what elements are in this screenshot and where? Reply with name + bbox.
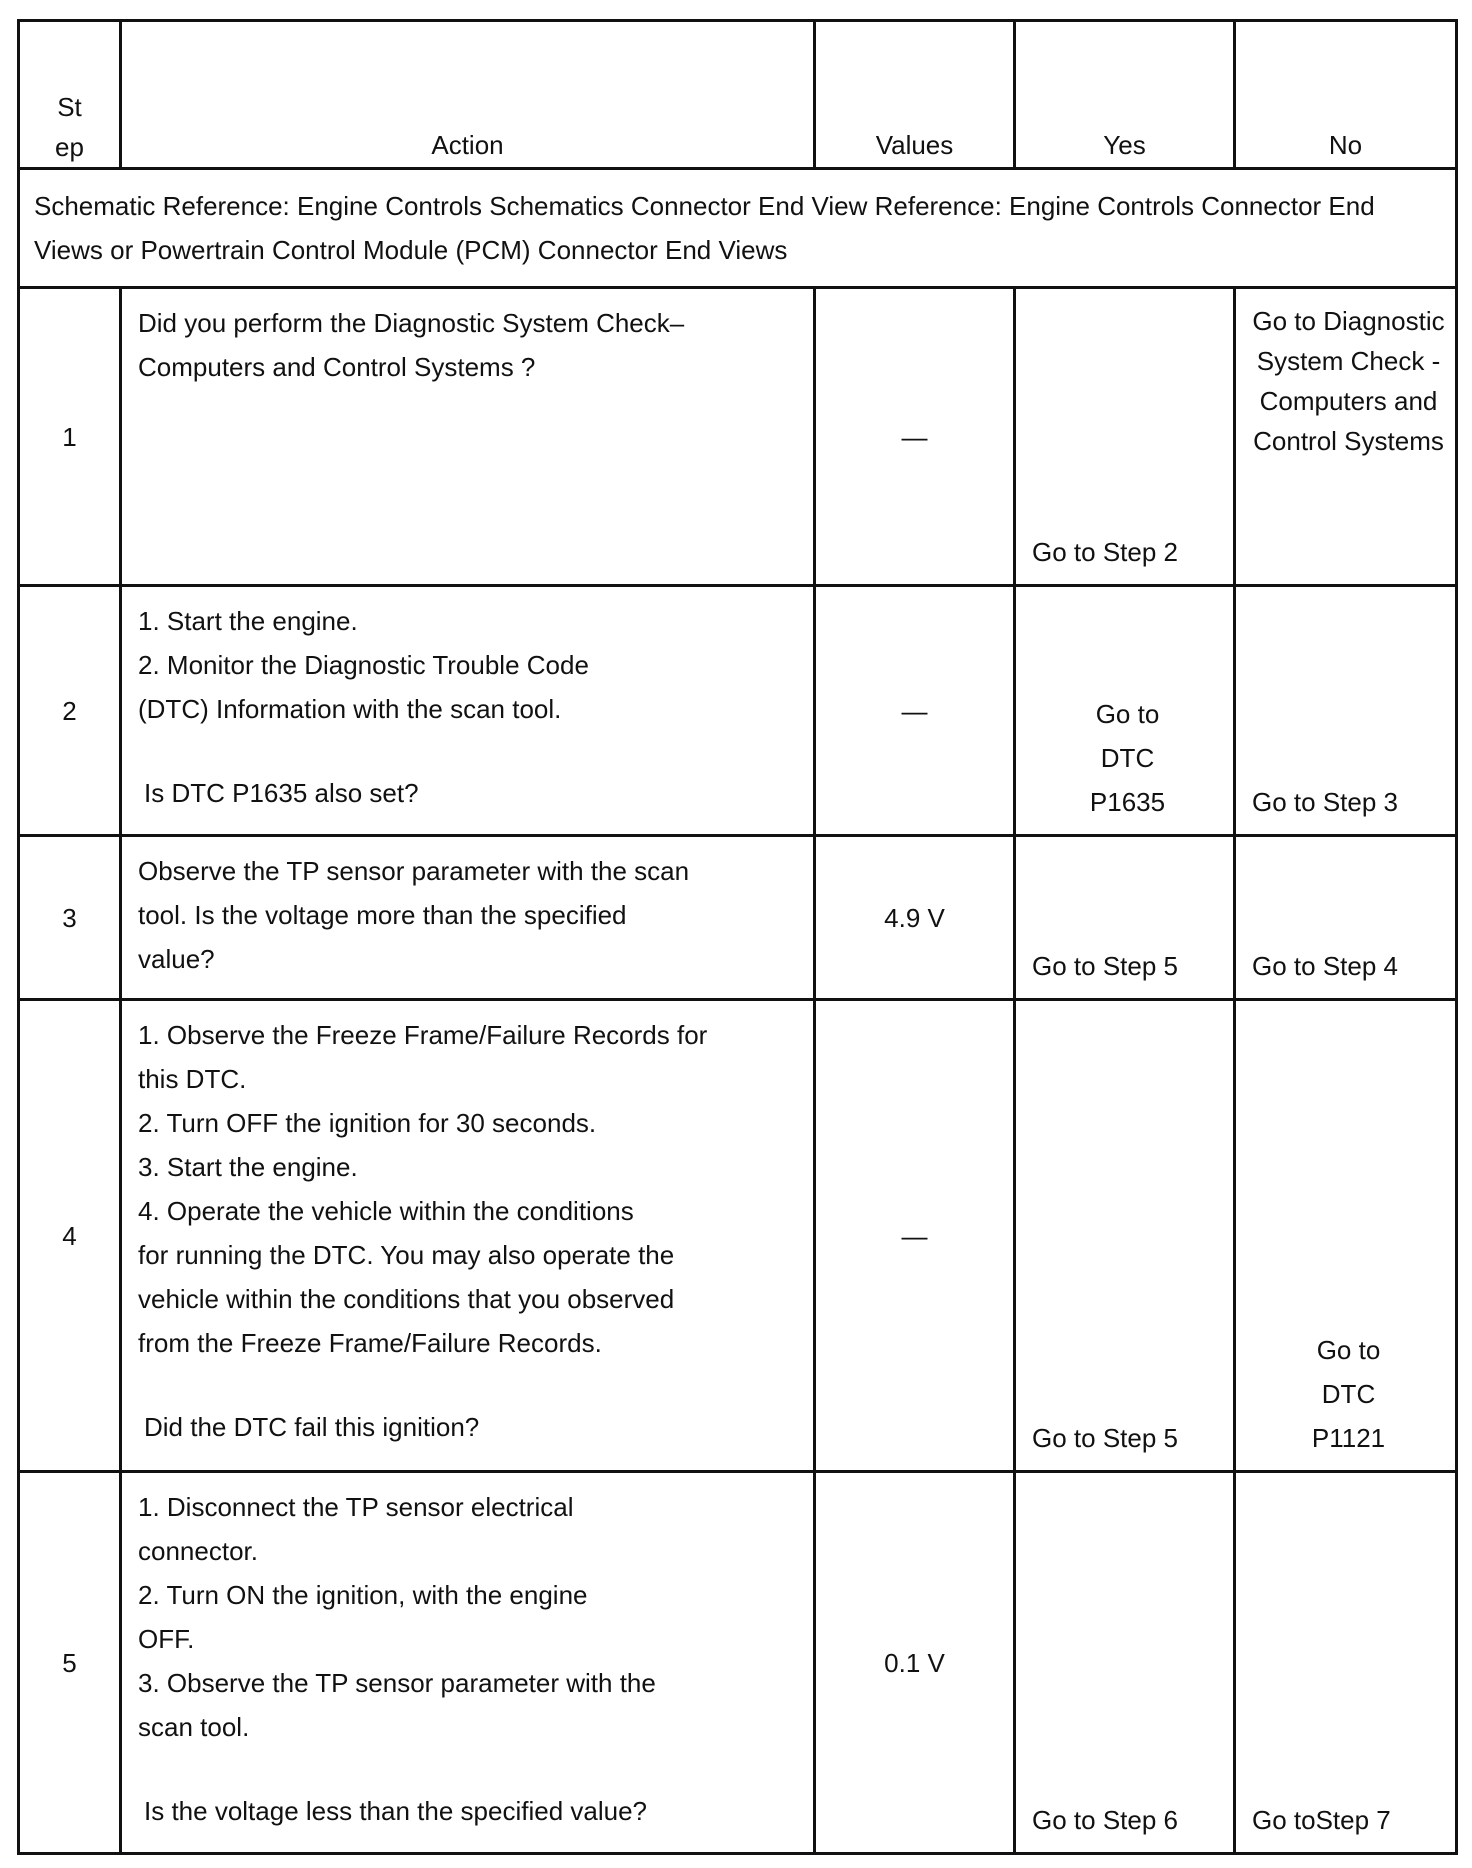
no-cell: Go toStep 7	[1235, 1472, 1457, 1854]
value-cell: 4.9 V	[815, 836, 1015, 1000]
action-line: tool. Is the voltage more than the specified	[138, 900, 627, 930]
action-line: Did you perform the Diagnostic System Check–	[138, 308, 685, 338]
action-line: (DTC) Information with the scan tool.	[138, 694, 562, 724]
value-cell: —	[815, 1000, 1015, 1472]
no-cell: Go to DTC P1121	[1235, 1000, 1457, 1472]
action-line: OFF.	[138, 1624, 195, 1654]
value-cell: —	[815, 586, 1015, 836]
action-header: Action	[121, 21, 815, 169]
action-cell	[121, 288, 815, 586]
table-row	[19, 836, 1457, 1000]
action-line: 1. Disconnect the TP sensor electrical	[138, 1492, 574, 1522]
action-line: value?	[138, 944, 215, 974]
value-cell: —	[815, 288, 1015, 586]
table-row	[19, 288, 1457, 586]
action-line: Observe the TP sensor parameter with the scan	[138, 856, 690, 886]
action-line: connector.	[138, 1536, 258, 1566]
yes-header: Yes	[1015, 21, 1235, 169]
yes-cell: Go to DTC P1635	[1015, 586, 1235, 836]
schematic-reference: Schematic Reference: Engine Controls Schematics Connector End View Reference: Engine Controls Connector End Views or Powertrain Control Module (PCM) Connector End Views	[19, 169, 1457, 288]
value-cell: 0.1 V	[815, 1472, 1015, 1854]
no-cell: Go to Step 4	[1235, 836, 1457, 1000]
step-number: 3	[19, 836, 121, 1000]
action-line: from the Freeze Frame/Failure Records.	[138, 1328, 602, 1358]
action-line: 2. Turn ON the ignition, with the engine	[138, 1580, 588, 1610]
no-header: No	[1235, 21, 1457, 169]
table-row	[19, 1472, 1457, 1854]
action-line: 2. Turn OFF the ignition for 30 seconds.	[138, 1108, 597, 1138]
yes-cell: Go to Step 5	[1015, 1000, 1235, 1472]
action-cell	[121, 1472, 815, 1854]
action-line: 2. Monitor the Diagnostic Trouble Code	[138, 650, 589, 680]
step-header: St ep	[19, 21, 121, 169]
yes-cell: Go to Step 5	[1015, 836, 1235, 1000]
action-line: 1. Observe the Freeze Frame/Failure Records for	[138, 1020, 708, 1050]
action-line: for running the DTC. You may also operate the	[138, 1240, 675, 1270]
action-line: 3. Observe the TP sensor parameter with the	[138, 1668, 656, 1698]
step-number: 2	[19, 586, 121, 836]
yes-cell: Go to Step 2	[1015, 288, 1235, 586]
action-cell	[121, 836, 815, 1000]
table-row	[19, 1000, 1457, 1472]
step-number: 5	[19, 1472, 121, 1854]
header-row	[19, 21, 1457, 169]
action-line: 3. Start the engine.	[138, 1152, 358, 1182]
values-header: Values	[815, 21, 1015, 169]
schematic-row	[19, 169, 1457, 288]
action-line: 4. Operate the vehicle within the conditions	[138, 1196, 634, 1226]
action-line: vehicle within the conditions that you observed	[138, 1284, 675, 1314]
action-line: Computers and Control Systems ?	[138, 352, 536, 382]
action-cell	[121, 1000, 815, 1472]
action-line: 1. Start the engine.	[138, 606, 358, 636]
action-cell	[121, 586, 815, 836]
no-cell: Go to Diagnostic System Check - Computers and Control Systems	[1235, 288, 1457, 586]
no-cell: Go to Step 3	[1235, 586, 1457, 836]
step-number: 1	[19, 288, 121, 586]
yes-cell: Go to Step 6	[1015, 1472, 1235, 1854]
action-line: this DTC.	[138, 1064, 247, 1094]
action-line: scan tool.	[138, 1712, 250, 1742]
table-row	[19, 586, 1457, 836]
action-question: Is the voltage less than the specified value?	[144, 1796, 647, 1826]
action-question: Did the DTC fail this ignition?	[144, 1412, 480, 1442]
action-question: Is DTC P1635 also set?	[144, 778, 419, 808]
step-number: 4	[19, 1000, 121, 1472]
diagnostic-table	[17, 19, 1458, 1855]
